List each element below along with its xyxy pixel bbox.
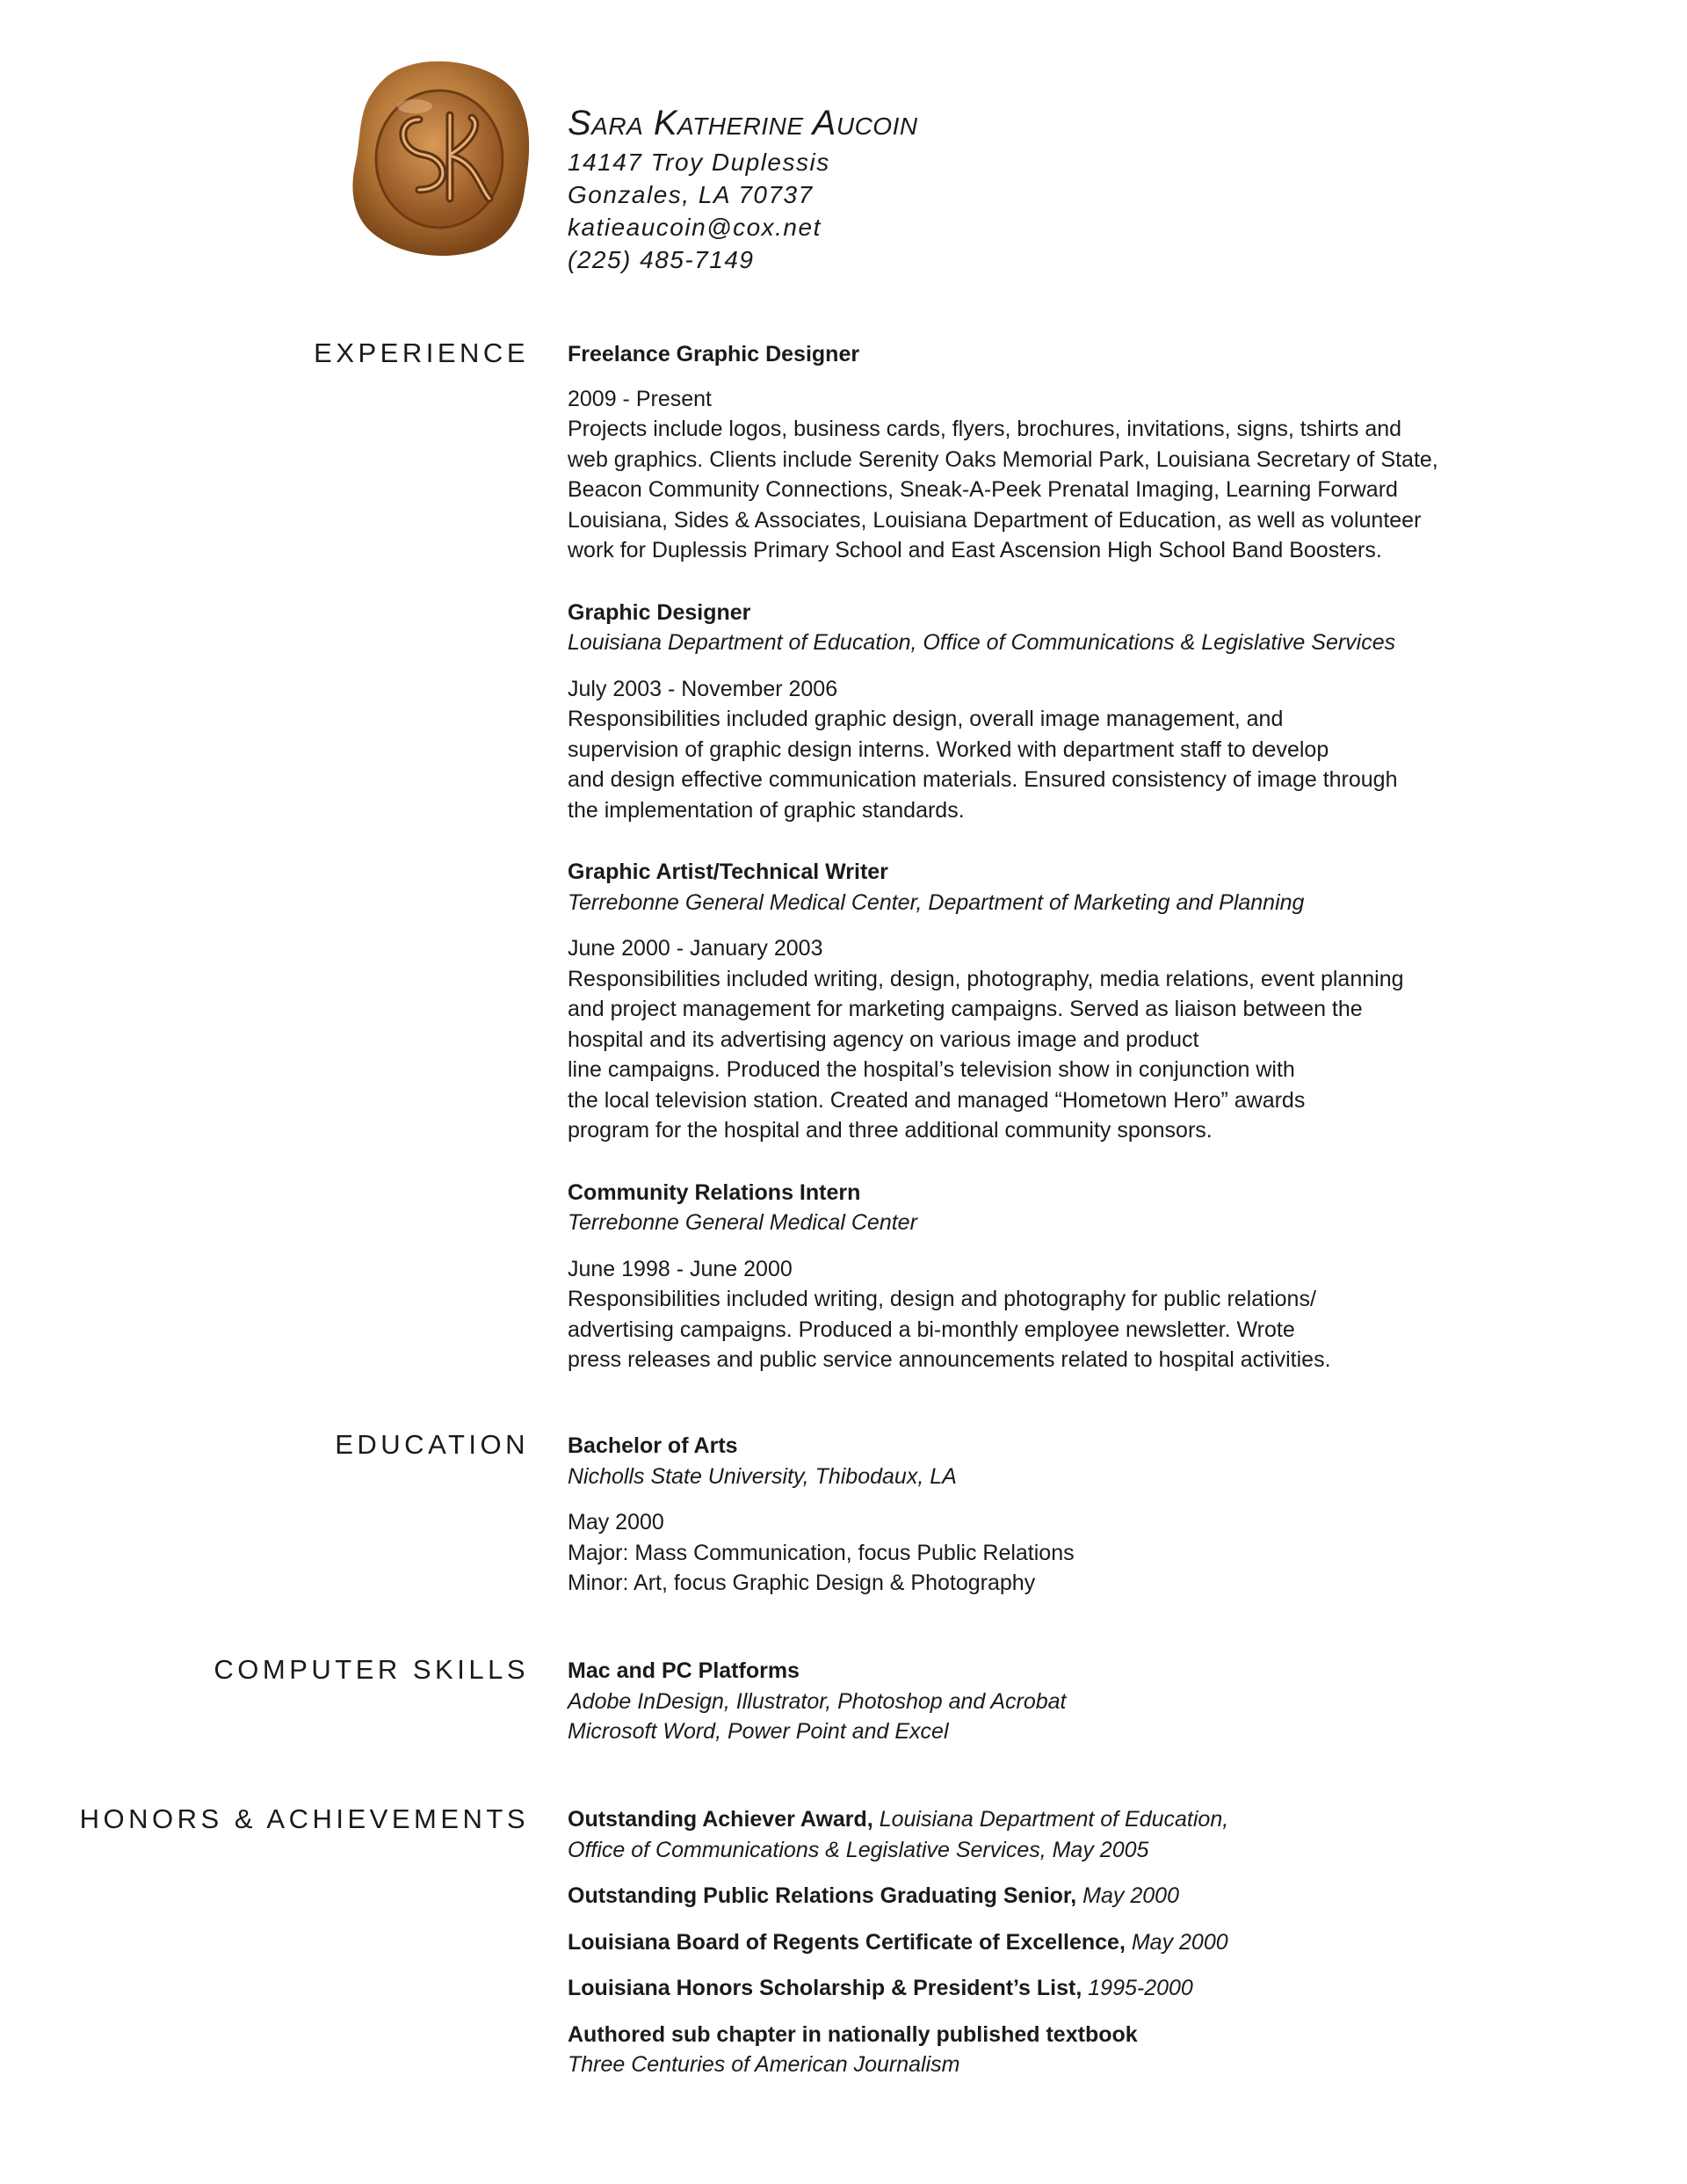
description-line: and design effective communication materials. Ensured consistency of image through [568,767,1398,792]
computer-skills-section [568,1656,1499,1747]
experience-entry [568,857,1499,1146]
description-line: advertising campaigns. Produced a bi-monthly employee newsletter. Wrote [568,1317,1295,1342]
description-line: line campaigns. Produced the hospital’s television show in conjunction with [568,1057,1295,1082]
education-section [568,1431,1499,1599]
section-label-experience: EXPERIENCE [314,337,529,368]
skills-title: Mac and PC Platforms [568,1658,800,1683]
experience-entry [568,598,1499,826]
job-title: Freelance Graphic Designer [568,342,860,366]
job-description [568,704,1499,825]
job-employer: Louisiana Department of Education, Office of Communications & Legislative Services [568,630,1396,655]
honor-detail-line: Office of Communications & Legislative Services, May 2005 [568,1837,1149,1862]
section-label-honors: HONORS & ACHIEVEMENTS [79,1803,529,1834]
experience-entry [568,339,1499,566]
description-line: press releases and public service announcements related to hospital activities. [568,1347,1331,1372]
description-line: Louisiana, Sides & Associates, Louisiana Department of Education, as well as volunteer [568,507,1422,533]
honor-item [568,1927,1499,1958]
description-line: hospital and its advertising agency on various image and product [568,1027,1199,1052]
honor-title: Outstanding Achiever Award, [568,1807,873,1832]
section-label-computer-skills: COMPUTER SKILLS [214,1654,529,1685]
phone-number: (225) 485-7149 [568,246,755,273]
job-dates: June 1998 - June 2000 [568,1256,793,1281]
job-title: Graphic Designer [568,599,751,625]
description-line: web graphics. Clients include Serenity Oaks Memorial Park, Louisiana Secretary of State, [568,446,1438,472]
job-description [568,414,1499,566]
wax-seal-monogram-icon [349,58,533,260]
honor-detail: May 2000 [1125,1929,1228,1955]
description-line: Responsibilities included writing, design, photography, media relations, event planning [568,966,1404,991]
honor-item [568,1804,1499,1865]
honor-item [568,1881,1499,1912]
description-line: the implementation of graphic standards. [568,797,965,823]
skills-line: Adobe InDesign, Illustrator, Photoshop and Acrobat [568,1688,1067,1714]
job-employer: Terrebonne General Medical Center [568,1210,917,1235]
job-description [568,964,1499,1146]
honor-title: Louisiana Board of Regents Certificate of Excellence, [568,1929,1126,1955]
description-line: Responsibilities included graphic design, overall image management, and [568,707,1284,731]
honor-title: Louisiana Honors Scholarship & President’s List, [568,1976,1082,2000]
description-line: Responsibilities included writing, design and photography for public relations/ [568,1287,1316,1311]
major-line: Major: Mass Communication, focus Public Relations [568,1540,1075,1565]
honor-detail: May 2000 [1076,1883,1179,1908]
description-line: work for Duplessis Primary School and East Ascension High School Band Boosters. [568,538,1382,562]
honor-title: Authored sub chapter in nationally published textbook [568,2021,1138,2047]
person-name: Sara Katherine Aucoin [568,104,918,142]
honor-item [568,2020,1499,2080]
honor-detail: Louisiana Department of Education, [872,1807,1229,1832]
job-description [568,1284,1499,1375]
address-line-2: Gonzales, LA 70737 [568,181,814,208]
minor-line: Minor: Art, focus Graphic Design & Photography [568,1571,1036,1595]
skills-line: Microsoft Word, Power Point and Excel [568,1719,949,1744]
honor-title: Outstanding Public Relations Graduating Senior, [568,1883,1077,1908]
honor-item [568,1973,1499,2004]
graduation-date: May 2000 [568,1510,664,1535]
job-dates: 2009 - Present [568,386,712,411]
email-address[interactable]: katieaucoin@cox.net [568,214,822,241]
honor-detail-line: Three Centuries of American Journalism [568,2052,960,2077]
honors-section [568,1804,1499,2096]
degree-title: Bachelor of Arts [568,1433,738,1458]
job-employer: Terrebonne General Medical Center, Department of Marketing and Planning [568,889,1305,915]
job-title: Graphic Artist/Technical Writer [568,860,888,884]
description-line: the local television station. Created and managed “Hometown Hero” awards [568,1087,1306,1113]
job-dates: July 2003 - November 2006 [568,676,838,701]
description-line: and project management for marketing campaigns. Served as liaison between the [568,997,1363,1021]
honor-detail: 1995-2000 [1082,1976,1193,2000]
contact-header [568,102,918,276]
job-title: Community Relations Intern [568,1179,861,1205]
address-line-1: 14147 Troy Duplessis [568,149,830,176]
experience-section [568,339,1499,1375]
description-line: Projects include logos, business cards, flyers, brochures, invitations, signs, tshirts and [568,417,1402,441]
experience-entry [568,1178,1499,1375]
description-line: supervision of graphic design interns. Worked with department staff to develop [568,736,1329,762]
description-line: program for the hospital and three additional community sponsors. [568,1118,1213,1143]
degree-details [568,1538,1499,1599]
section-label-education: EDUCATION [335,1429,529,1460]
school-name: Nicholls State University, Thibodaux, LA [568,1463,957,1489]
description-line: Beacon Community Connections, Sneak-A-Peek Prenatal Imaging, Learning Forward [568,477,1398,502]
job-dates: June 2000 - January 2003 [568,936,823,961]
